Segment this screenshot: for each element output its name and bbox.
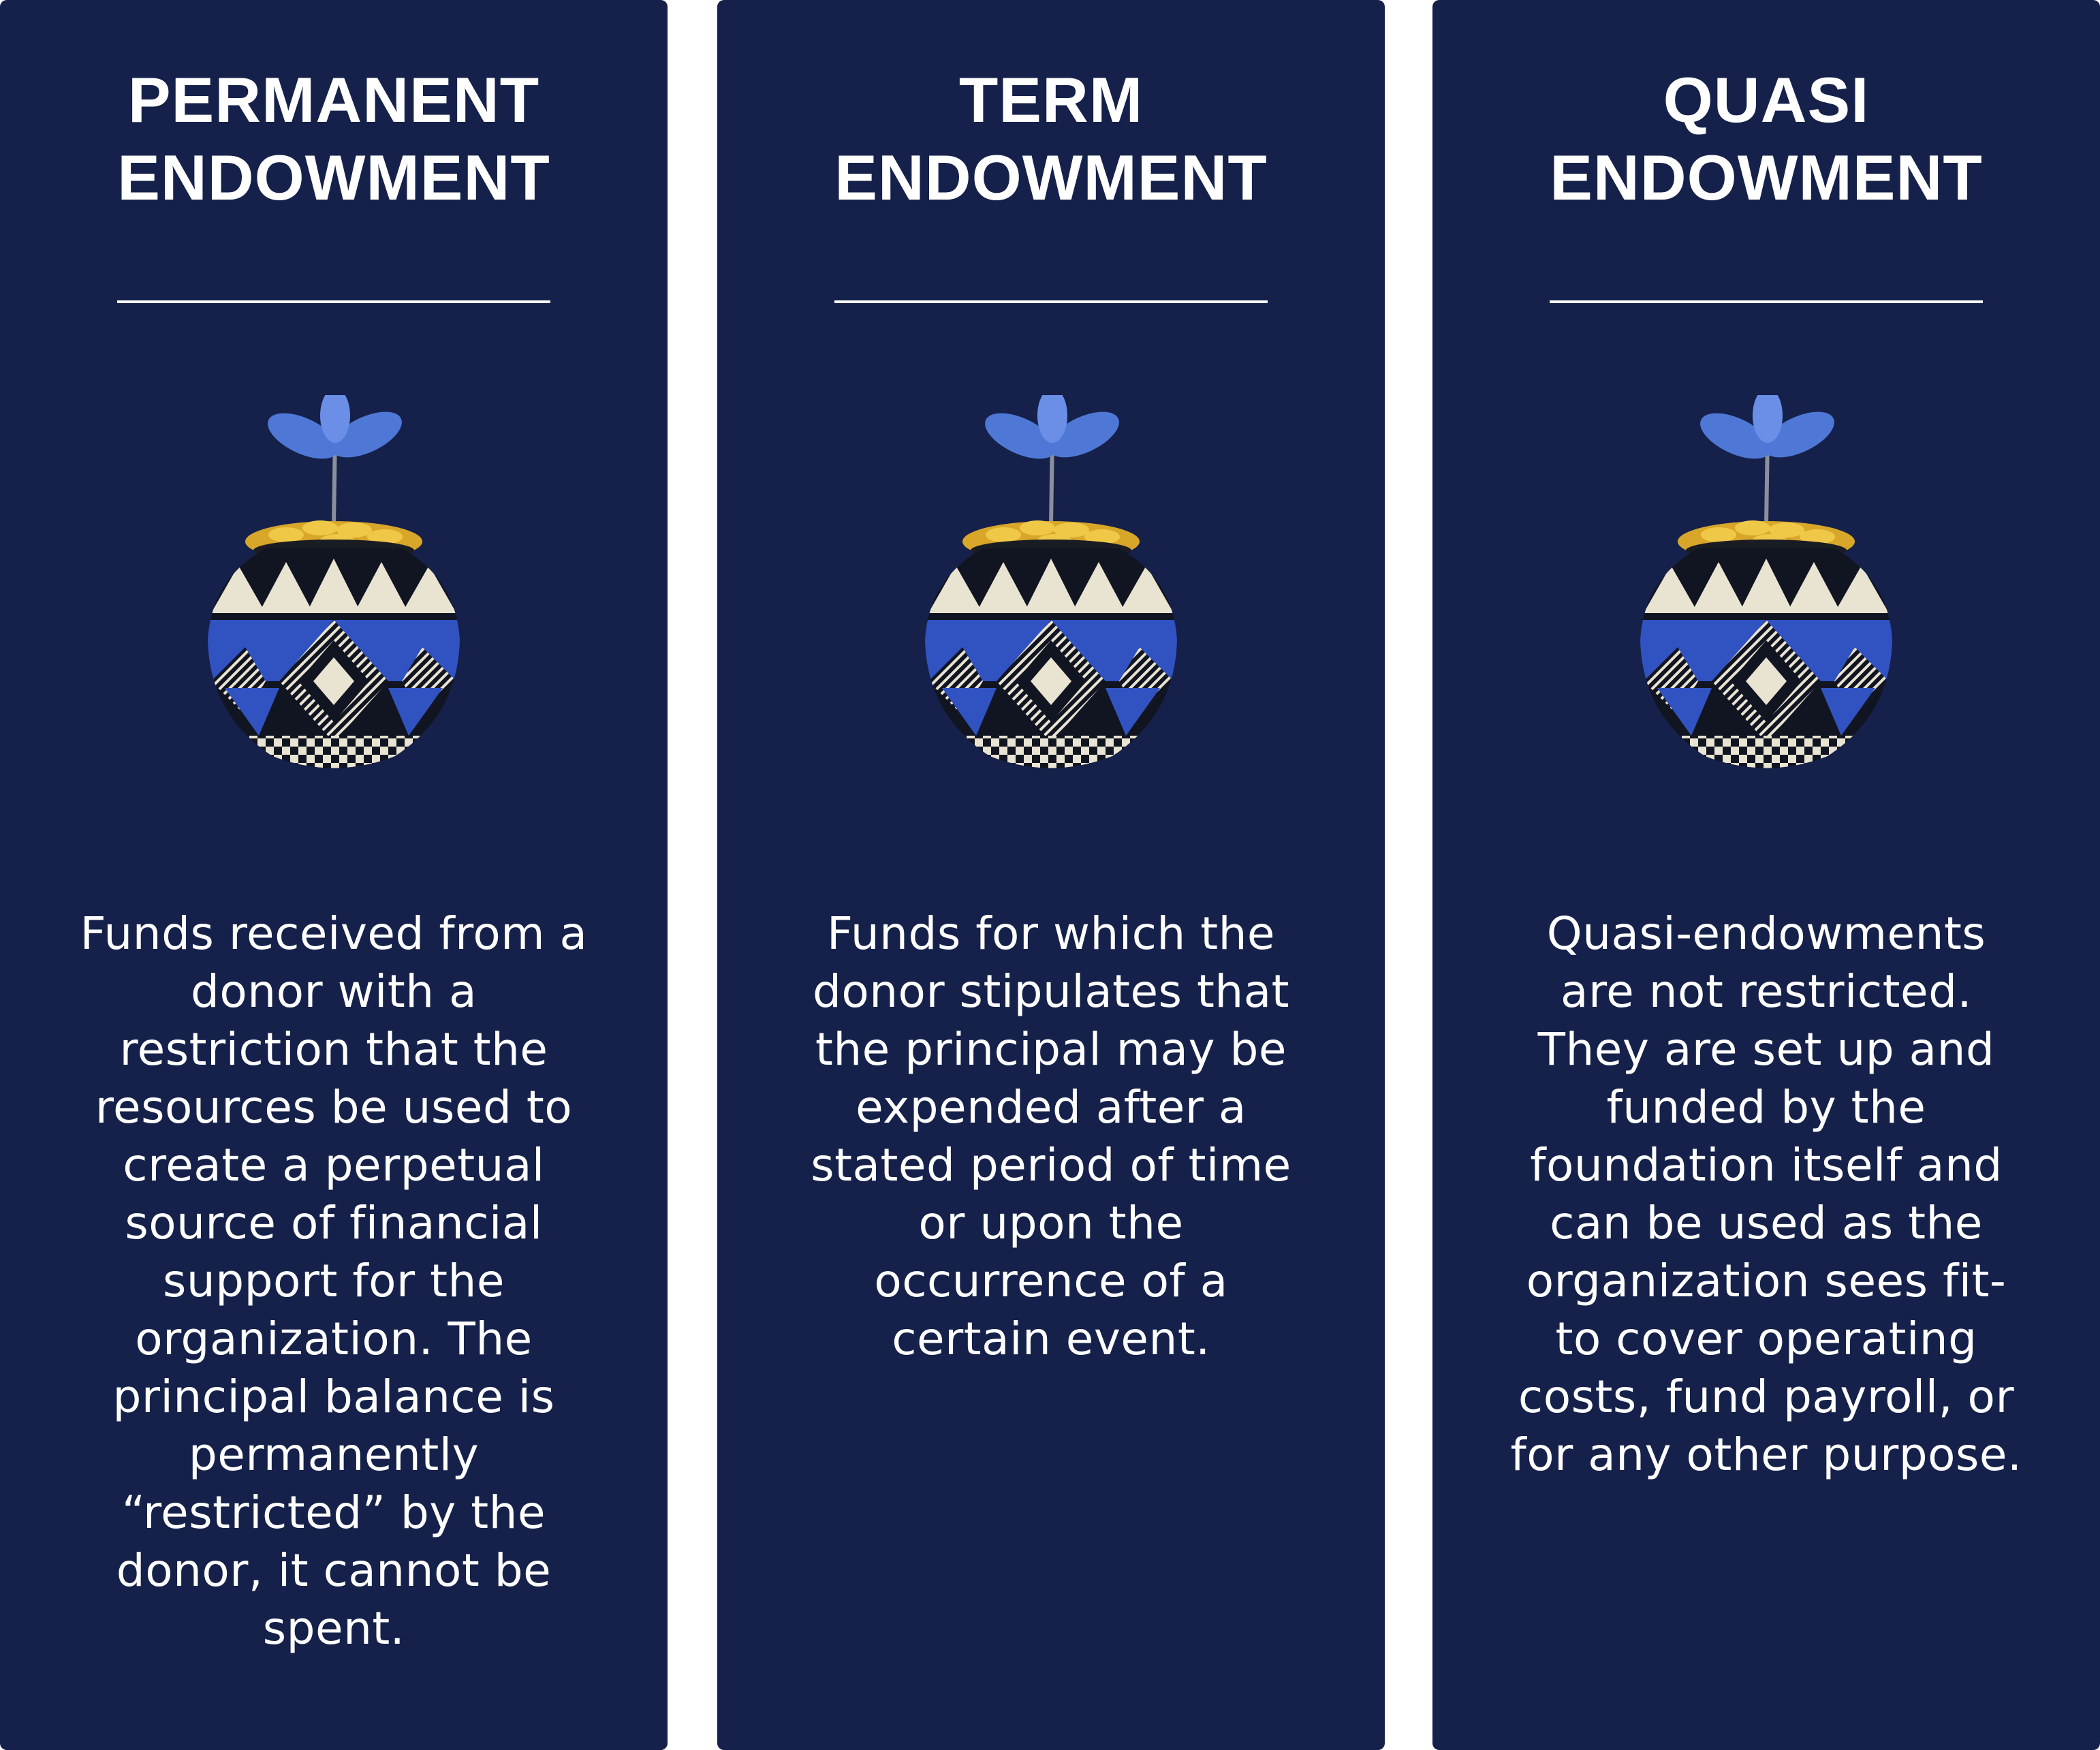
title-divider: [117, 300, 550, 303]
panel-title-line2: ENDOWMENT: [1550, 142, 1983, 213]
panel-title-line1: QUASI: [1663, 64, 1870, 136]
panel-description: Funds for which the donor stipulates that the principal may be expended after a stated period of time or upon the occurrence of a certain event.: [811, 907, 1291, 1365]
pot-with-coins-and-sprout-icon: [184, 395, 484, 804]
panel-description: Quasi-endowments are not restricted. They are set up and funded by the foundation itself and can be used as the organization sees fit-to cover operating costs, fund payroll, or for any other purpose.: [1510, 907, 2022, 1481]
panel-title-line1: TERM: [958, 64, 1144, 136]
panel-title: [0, 61, 668, 217]
endowment-panel-quasi: [1432, 0, 2100, 1750]
pot-with-coins-and-sprout-icon: [1616, 395, 1916, 804]
panel-title-line2: ENDOWMENT: [834, 142, 1268, 213]
title-divider: [1550, 300, 1983, 303]
panel-title-line2: ENDOWMENT: [117, 142, 550, 213]
pot-with-coins-and-sprout-icon: [901, 395, 1201, 804]
panel-title: [717, 61, 1385, 217]
endowment-panel-term: [717, 0, 1385, 1750]
panel-title: [1432, 61, 2100, 217]
title-divider: [834, 300, 1268, 303]
endowment-panel-permanent: [0, 0, 668, 1750]
panel-title-line1: PERMANENT: [127, 64, 540, 136]
panel-description: Funds received from a donor with a restriction that the resources be used to create a perpetual source of financial support for the organization. The principal balance is permanently “restricted” by the donor, it cannot be spent.: [80, 907, 588, 1655]
